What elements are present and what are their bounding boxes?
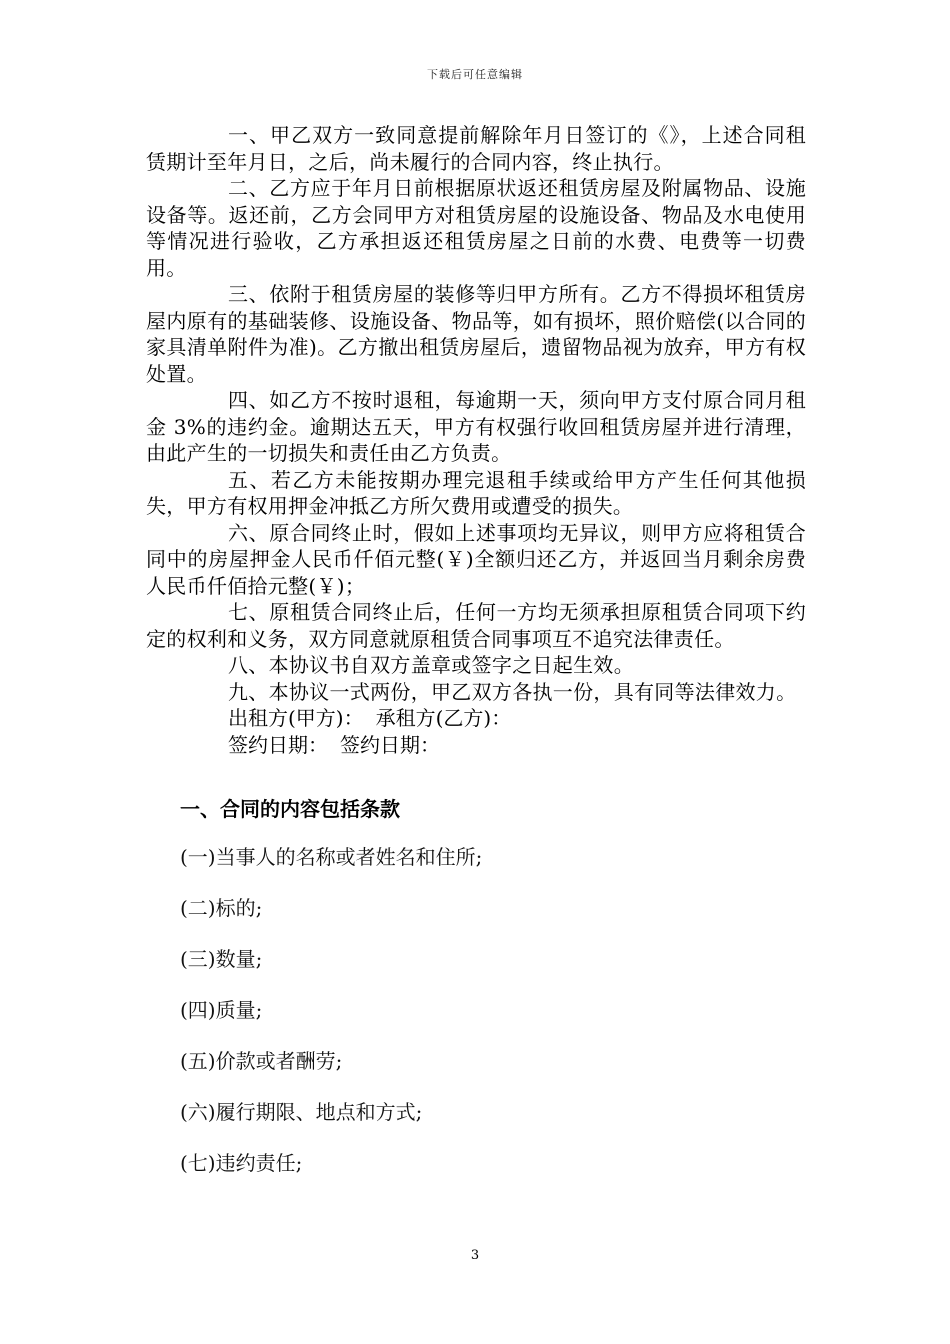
contract-clause-list xyxy=(180,844,800,1201)
clause-paragraph-4: 四、如乙方不按时退租，每逾期一天，须向甲方支付原合同月租金 3%的违约金。逾期达五天，甲方有权强行收回租赁房屋并进行清理，由此产生的一切损失和责任由乙方负责。 xyxy=(146,388,806,465)
list-item: (四)质量; xyxy=(180,998,263,1022)
section-heading: 一、合同的内容包括条款 xyxy=(180,797,400,821)
sign-date-left-label: 签约日期： xyxy=(228,732,328,757)
page-number: 3 xyxy=(470,1248,480,1263)
lessee-label: 承租方(乙方)： xyxy=(375,706,512,730)
lessor-label: 出租方(甲方)： xyxy=(228,706,364,730)
clause-paragraph-8: 八、本协议书自双方盖章或签字之日起生效。 xyxy=(228,653,634,677)
sign-date-right-label: 签约日期： xyxy=(340,732,440,757)
list-item: (一)当事人的名称或者姓名和住所; xyxy=(180,845,483,869)
contract-contents-section xyxy=(180,796,800,1201)
page-header: 下载后可任意编辑 xyxy=(427,68,523,81)
clause-paragraph-9: 九、本协议一式两份，甲乙双方各执一份，具有同等法律效力。 xyxy=(228,679,797,704)
agreement-body xyxy=(146,122,806,758)
signature-dates-line xyxy=(146,732,806,759)
clause-paragraph-5: 五、若乙方未能按期办理完退租手续或给甲方产生任何其他损失，甲方有权用押金冲抵乙方所欠费用或遭受的损失。 xyxy=(146,467,806,518)
clause-paragraph-7: 七、原租赁合同终止后，任何一方均无须承担原租赁合同项下约定的权利和义务，双方同意就原租赁合同事项互不追究法律责任。 xyxy=(146,600,806,651)
signature-parties-line xyxy=(146,705,806,732)
list-item: (七)违约责任; xyxy=(180,1151,303,1175)
list-item: (六)履行期限、地点和方式; xyxy=(180,1100,423,1124)
clause-paragraph-2: 二、乙方应于年月日前根据原状返还租赁房屋及附属物品、设施设备等。返还前，乙方会同甲方对租赁房屋的设施设备、物品及水电使用等情况进行验收，乙方承担返还租赁房屋之日前的水费、电费等一切费用。 xyxy=(146,176,806,280)
list-item: (三)数量; xyxy=(180,947,263,971)
clause-paragraph-1: 一、甲乙双方一致同意提前解除年月日签订的《》，上述合同租赁期计至年月日，之后，尚未履行的合同内容，终止执行。 xyxy=(146,123,806,174)
clause-paragraph-3: 三、依附于租赁房屋的装修等归甲方所有。乙方不得损坏租赁房屋内原有的基础装修、设施设备、物品等，如有损坏，照价赔偿(以合同的家具清单附件为准)。乙方撤出租赁房屋后，遗留物品视为放弃，甲方有权处置。 xyxy=(146,282,806,386)
list-item: (二)标的; xyxy=(180,896,263,920)
clause-paragraph-6: 六、原合同终止时，假如上述事项均无异议，则甲方应将租赁合同中的房屋押金人民币仟佰元整(￥)全额归还乙方，并返回当月剩余房费人民币仟佰拾元整(￥)； xyxy=(146,520,806,598)
list-item: (五)价款或者酬劳; xyxy=(180,1049,343,1073)
